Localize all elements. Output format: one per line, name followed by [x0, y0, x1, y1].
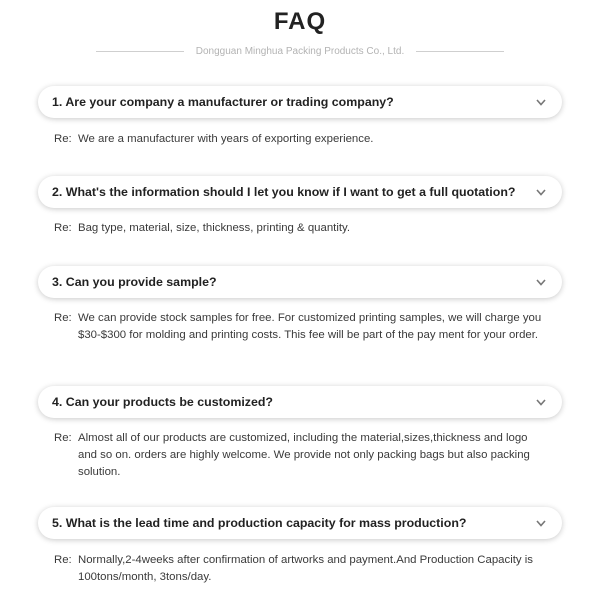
faq-answer-text: Normally,2-4weeks after confirmation of artworks and payment.And Production Capacity is 100tons/month, 3tons/day. — [78, 554, 533, 583]
faq-question-text: 4. Can your products be customized? — [52, 395, 273, 409]
re-label: Re: — [54, 432, 72, 444]
chevron-down-icon[interactable] — [534, 185, 548, 199]
faq-question-4[interactable] — [38, 386, 562, 418]
re-label: Re: — [54, 222, 72, 234]
re-label: Re: — [54, 554, 72, 566]
faq-answer-5 — [54, 552, 544, 586]
faq-answer-text: Almost all of our products are customized, including the material,sizes,thickness and logo and so on. orders are highly welcome. We provide not only packing bags but also packing solution. — [78, 432, 530, 478]
faq-answer-4 — [54, 430, 544, 481]
faq-answer-text: We can provide stock samples for free. For customized printing samples, we will charge you $30-$300 for molding and printing costs. This fee will be part of the pay ment for your order. — [78, 312, 542, 341]
faq-question-2[interactable] — [38, 176, 562, 208]
chevron-down-icon[interactable] — [534, 516, 548, 530]
divider-right — [416, 51, 504, 52]
faq-question-text: 5. What is the lead time and production capacity for mass production? — [52, 516, 467, 530]
faq-answer-2 — [54, 220, 544, 237]
divider-left — [96, 51, 184, 52]
re-label: Re: — [54, 312, 72, 324]
page-title: FAQ — [273, 8, 327, 35]
faq-question-1[interactable] — [38, 86, 562, 118]
faq-question-3[interactable] — [38, 266, 562, 298]
chevron-down-icon[interactable] — [534, 275, 548, 289]
subtitle-row — [0, 43, 600, 59]
faq-answer-3 — [54, 310, 544, 344]
company-name: Dongguan Minghua Packing Products Co., Ltd. — [195, 45, 405, 57]
faq-question-5[interactable] — [38, 507, 562, 539]
re-label: Re: — [54, 133, 72, 145]
chevron-down-icon[interactable] — [534, 95, 548, 109]
chevron-down-icon[interactable] — [534, 395, 548, 409]
faq-answer-1 — [54, 131, 544, 148]
faq-answer-text: We are a manufacturer with years of exporting experience. — [78, 133, 374, 145]
faq-answer-text: Bag type, material, size, thickness, printing & quantity. — [78, 222, 351, 234]
faq-question-text: 1. Are your company a manufacturer or trading company? — [52, 95, 394, 109]
faq-question-text: 2. What's the information should I let you know if I want to get a full quotation? — [52, 185, 516, 199]
faq-question-text: 3. Can you provide sample? — [52, 275, 217, 289]
